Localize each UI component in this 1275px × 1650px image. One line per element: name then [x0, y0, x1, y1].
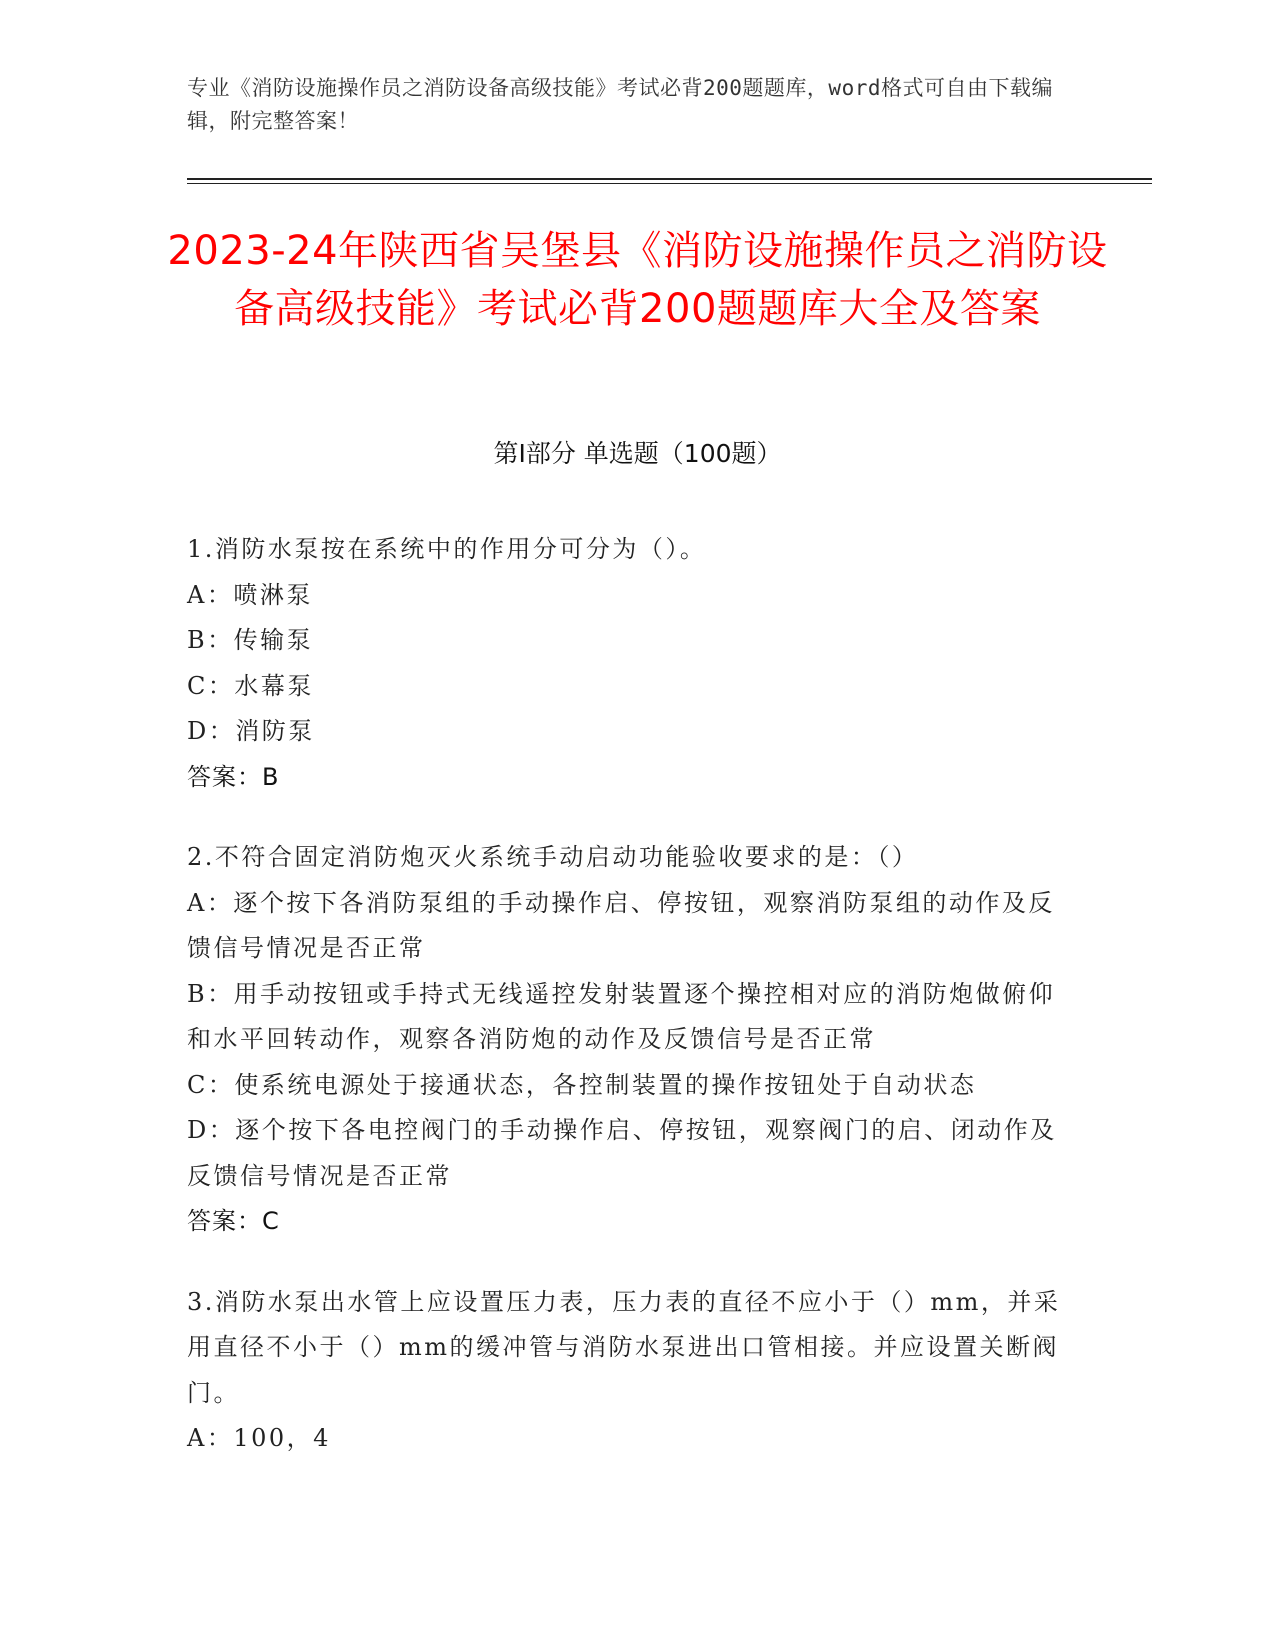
- document-title: 2023-24年陕西省吴堡县《消防设施操作员之消防设备高级技能》考试必背200题题库大全及答案: [167, 228, 1108, 332]
- question-3: [187, 1280, 1067, 1462]
- option-a: A：逐个按下各消防泵组的手动操作启、停按钮，观察消防泵组的动作及反馈信号情况是否正常: [187, 888, 1055, 962]
- option-d: D：逐个按下各电控阀门的手动操作启、停按钮，观察阀门的启、闭动作及反馈信号情况是否正常: [187, 1116, 1057, 1190]
- question-list: [187, 527, 1067, 1497]
- option-c: C：水幕泵: [187, 671, 314, 700]
- option-a: A：喷淋泵: [187, 580, 313, 609]
- option-c: C：使系统电源处于接通状态，各控制装置的操作按钮处于自动状态: [187, 1070, 977, 1099]
- option-d: D：消防泵: [187, 717, 315, 745]
- option-a: A：100，4: [187, 1424, 331, 1452]
- question-stem: 2.不符合固定消防炮灭火系统手动启动功能验收要求的是：（）: [187, 843, 919, 871]
- header-divider-thick: [187, 178, 1152, 180]
- option-b: B：用手动按钮或手持式无线遥控发射装置逐个操控相对应的消防炮做俯仰和水平回转动作，观察各消防炮的动作及反馈信号是否正常: [187, 979, 1056, 1053]
- section-title: 第Ⅰ部分 单选题（100题）: [493, 439, 782, 468]
- option-b: B：传输泵: [187, 626, 314, 654]
- answer: 答案：C: [187, 1207, 280, 1235]
- header-divider-thin: [187, 183, 1152, 184]
- answer: 答案：B: [187, 762, 280, 791]
- header-note: 专业《消防设施操作员之消防设备高级技能》考试必背200题题库，word格式可自由下载编辑，附完整答案！: [187, 76, 1053, 133]
- question-1: [187, 527, 1067, 800]
- question-stem: 3.消防水泵出水管上应设置压力表，压力表的直径不应小于（）mm，并采用直径不小于（）mm的缓冲管与消防水泵进出口管相接。并应设置关断阀门。: [187, 1287, 1061, 1407]
- question-2: [187, 835, 1067, 1245]
- question-stem: 1.消防水泵按在系统中的作用分可分为（）。: [187, 535, 707, 563]
